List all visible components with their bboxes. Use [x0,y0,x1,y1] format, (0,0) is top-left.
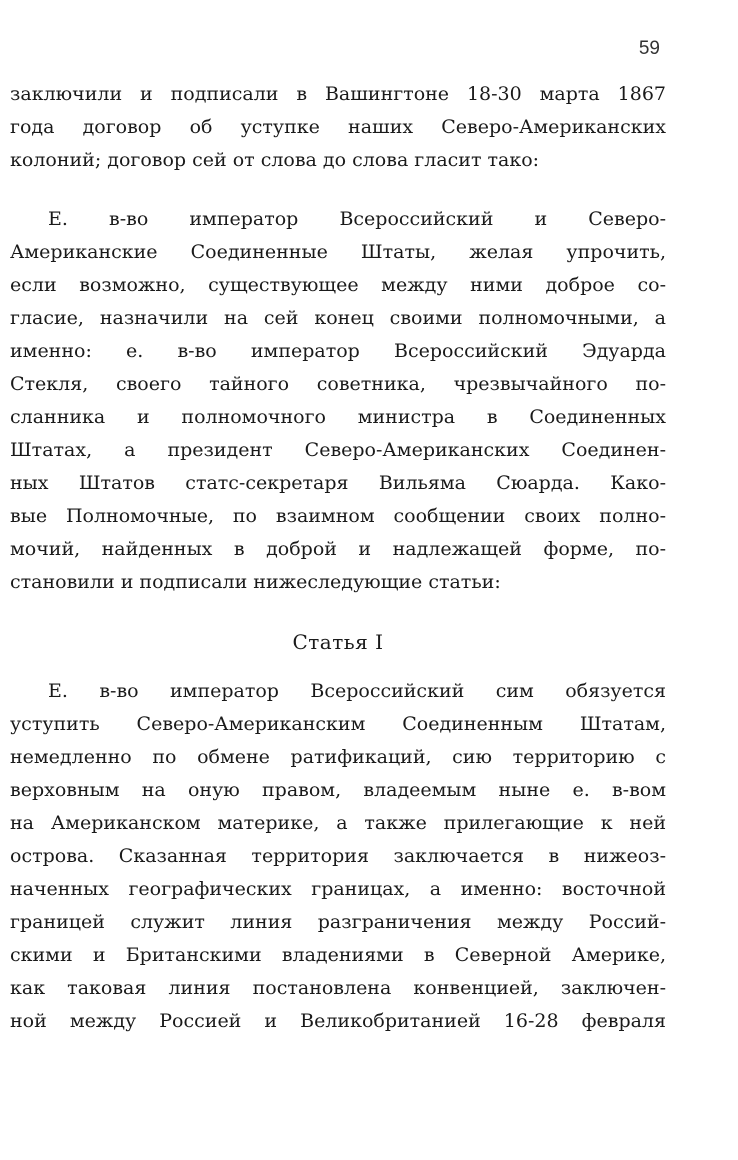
text-line: вые Полномочные, по взаимном сообщении своих полно- [10,505,666,527]
intro-paragraph [10,78,666,177]
text-line: Американские Соединенные Штаты, желая упрочить, [10,241,666,263]
text-line: Штатах, а президент Северо-Американских Соединен- [10,439,666,461]
text-line: границей служит линия разграничения между Россий- [10,911,666,933]
text-line: как таковая линия постановлена конвенцией, заключен- [10,977,666,999]
article-heading: Статья I [292,630,384,654]
text-line: скими и Британскими владениями в Северной Америке, [10,944,666,966]
text-line: Стекля, своего тайного советника, чрезвычайного по- [10,373,666,395]
text-line: заключили и подписали в Вашингтоне 18-30 марта 1867 [10,83,666,105]
text-line: немедленно по обмене ратификаций, сию территорию с [10,746,666,768]
text-line: года договор об уступке наших Северо-Американских [10,116,666,138]
page-number: 59 [638,38,660,59]
article-paragraph [10,675,666,1038]
text-line: ной между Россией и Великобританией 16-28 февраля [10,1010,666,1032]
text-line: ных Штатов статс-секретаря Вильяма Сюарда. Како- [10,472,666,494]
text-line: наченных географических границах, а именно: восточной [10,878,666,900]
text-line: уступить Северо-Американским Соединенным Штатам, [10,713,666,735]
text-line: если возможно, существующее между ними доброе со- [10,274,666,296]
text-line: Е. в-во император Всероссийский сим обязуется [48,680,666,702]
text-line: колоний; договор сей от слова до слова гласит тако: [10,149,540,171]
text-line: острова. Сказанная территория заключается в нижеоз- [10,845,666,867]
text-line: мочий, найденных в доброй и надлежащей форме, по- [10,538,666,560]
text-line: сланника и полномочного министра в Соединенных [10,406,666,428]
text-line: гласие, назначили на сей конец своими полномочными, а [10,307,666,329]
text-line: верховным на оную правом, владеемым ныне е. в-вом [10,779,666,801]
text-line: Е. в-во император Всероссийский и Северо- [48,208,666,230]
text-line: на Американском материке, а также прилегающие к ней [10,812,666,834]
text-line: именно: е. в-во император Всероссийский Эдуарда [10,340,666,362]
text-line: становили и подписали нижеследующие статьи: [10,571,501,593]
preamble-paragraph [10,203,666,599]
